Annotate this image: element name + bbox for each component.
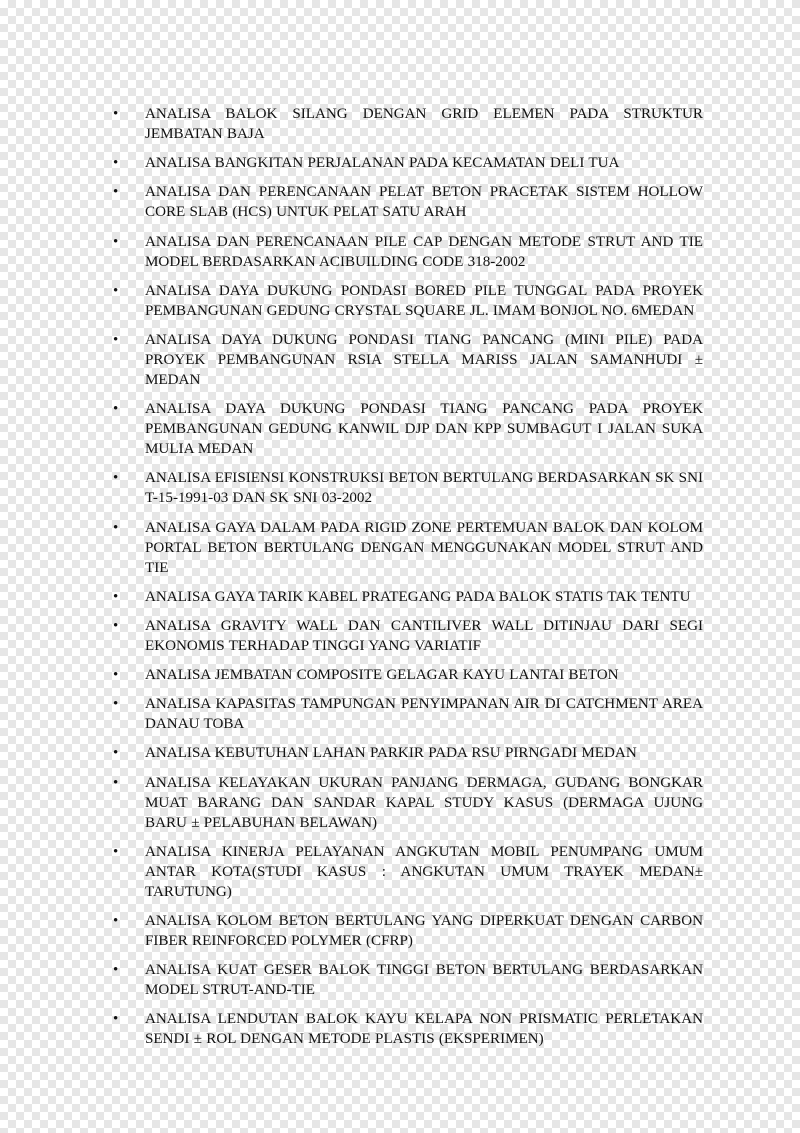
list-item bbox=[113, 587, 703, 607]
list-item-text: ANALISA BALOK SILANG DENGAN GRID ELEMEN PADA STRUKTUR JEMBATAN BAJA bbox=[145, 106, 703, 142]
bullet-icon: • bbox=[113, 282, 119, 299]
list-item bbox=[113, 182, 703, 222]
list-item-text: ANALISA DAYA DUKUNG PONDASI BORED PILE TUNGGAL PADA PROYEK PEMBANGUNAN GEDUNG CRYSTAL SQUARE JL. IMAM BONJOL NO. 6MEDAN bbox=[145, 282, 703, 319]
list-item bbox=[113, 743, 703, 763]
list-item-text: ANALISA KOLOM BETON BERTULANG YANG DIPERKUAT DENGAN CARBON FIBER REINFORCED POLYMER (CFRP) bbox=[145, 913, 703, 949]
list-item bbox=[113, 330, 703, 390]
bullet-icon: • bbox=[113, 774, 119, 791]
list-item-text: ANALISA JEMBATAN COMPOSITE GELAGAR KAYU LANTAI BETON bbox=[145, 667, 619, 684]
list-item-text: ANALISA GRAVITY WALL DAN CANTILIVER WALL DITINJAU DARI SEGI EKONOMIS TERHADAP TINGGI YANG VARIATIF bbox=[145, 617, 703, 654]
list-item-text: ANALISA DAN PERENCANAAN PILE CAP DENGAN METODE STRUT AND TIE MODEL BERDASARKAN ACIBUILDING CODE 318-2002 bbox=[145, 233, 703, 270]
list-item-text: ANALISA KUAT GESER BALOK TINGGI BETON BERTULANG BERDASARKAN MODEL STRUT-AND-TIE bbox=[145, 962, 703, 999]
bullet-icon: • bbox=[113, 667, 119, 684]
bullet-icon: • bbox=[113, 1011, 119, 1028]
list-item-text: ANALISA KAPASITAS TAMPUNGAN PENYIMPANAN AIR DI CATCHMENT AREA DANAU TOBA bbox=[145, 696, 703, 733]
bullet-icon: • bbox=[113, 588, 119, 605]
list-item bbox=[113, 773, 703, 833]
list-item bbox=[113, 232, 703, 272]
list-item-text: ANALISA KINERJA PELAYANAN ANGKUTAN MOBIL PENUMPANG UMUM ANTAR KOTA(STUDI KASUS : ANGKUTAN UMUM TRAYEK MEDAN± TARUTUNG) bbox=[145, 843, 703, 900]
list-item-text: ANALISA GAYA DALAM PADA RIGID ZONE PERTEMUAN BALOK DAN KOLOM PORTAL BETON BERTULANG DENGAN MENGGUNAKAN MODEL STRUT AND TIE bbox=[145, 519, 703, 576]
list-item-text: ANALISA LENDUTAN BALOK KAYU KELAPA NON PRISMATIC PERLETAKAN SENDI ± ROL DENGAN METODE PLASTIS (EKSPERIMEN) bbox=[145, 1011, 703, 1048]
list-item bbox=[113, 960, 703, 1000]
list-item-text: ANALISA GAYA TARIK KABEL PRATEGANG PADA BALOK STATIS TAK TENTU bbox=[145, 588, 691, 605]
bullet-icon: • bbox=[113, 155, 119, 172]
list-item bbox=[113, 399, 703, 459]
bullet-icon: • bbox=[113, 843, 119, 860]
bullet-icon: • bbox=[113, 401, 119, 418]
list-item bbox=[113, 694, 703, 734]
list-item bbox=[113, 518, 703, 578]
bullet-icon: • bbox=[113, 106, 119, 122]
list-item bbox=[113, 104, 703, 144]
bullet-icon: • bbox=[113, 470, 119, 487]
list-item-text: ANALISA KEBUTUHAN LAHAN PARKIR PADA RSU PIRNGADI MEDAN bbox=[145, 745, 637, 762]
list-item bbox=[113, 911, 703, 951]
list-item bbox=[113, 468, 703, 508]
list-item bbox=[113, 665, 703, 685]
list-item bbox=[113, 842, 703, 902]
list-item-text: ANALISA DAYA DUKUNG PONDASI TIANG PANCANG (MINI PILE) PADA PROYEK PEMBANGUNAN RSIA STELLA MARISS JALAN SAMANHUDI ± MEDAN bbox=[145, 331, 703, 388]
list-item-text: ANALISA BANGKITAN PERJALANAN PADA KECAMATAN DELI TUA bbox=[145, 155, 620, 172]
list-item bbox=[113, 281, 703, 321]
thesis-title-list bbox=[113, 104, 703, 1059]
bullet-icon: • bbox=[113, 184, 119, 201]
bullet-icon: • bbox=[113, 745, 119, 762]
list-item-text: ANALISA DAYA DUKUNG PONDASI TIANG PANCANG PADA PROYEK PEMBANGUNAN GEDUNG KANWIL DJP DAN KPP SUMBAGUT I JALAN SUKA MULIA MEDAN bbox=[145, 401, 703, 458]
bullet-icon: • bbox=[113, 617, 119, 634]
list-item bbox=[113, 1009, 703, 1049]
bullet-icon: • bbox=[113, 233, 119, 250]
list-item-text: ANALISA DAN PERENCANAAN PELAT BETON PRACETAK SISTEM HOLLOW CORE SLAB (HCS) UNTUK PELAT SATU ARAH bbox=[145, 184, 703, 221]
bullet-icon: • bbox=[113, 913, 119, 929]
bullet-icon: • bbox=[113, 696, 119, 713]
bullet-icon: • bbox=[113, 519, 119, 536]
list-item bbox=[113, 153, 703, 173]
bullet-icon: • bbox=[113, 962, 119, 979]
list-item bbox=[113, 616, 703, 656]
list-item-text: ANALISA EFISIENSI KONSTRUKSI BETON BERTULANG BERDASARKAN SK SNI T-15-1991-03 DAN SK SNI 03-2002 bbox=[145, 470, 703, 507]
list-item-text: ANALISA KELAYAKAN UKURAN PANJANG DERMAGA, GUDANG BONGKAR MUAT BARANG DAN SANDAR KAPAL STUDY KASUS (DERMAGA UJUNG BARU ± PELABUHAN BELAWAN) bbox=[145, 774, 703, 831]
bullet-icon: • bbox=[113, 331, 119, 348]
